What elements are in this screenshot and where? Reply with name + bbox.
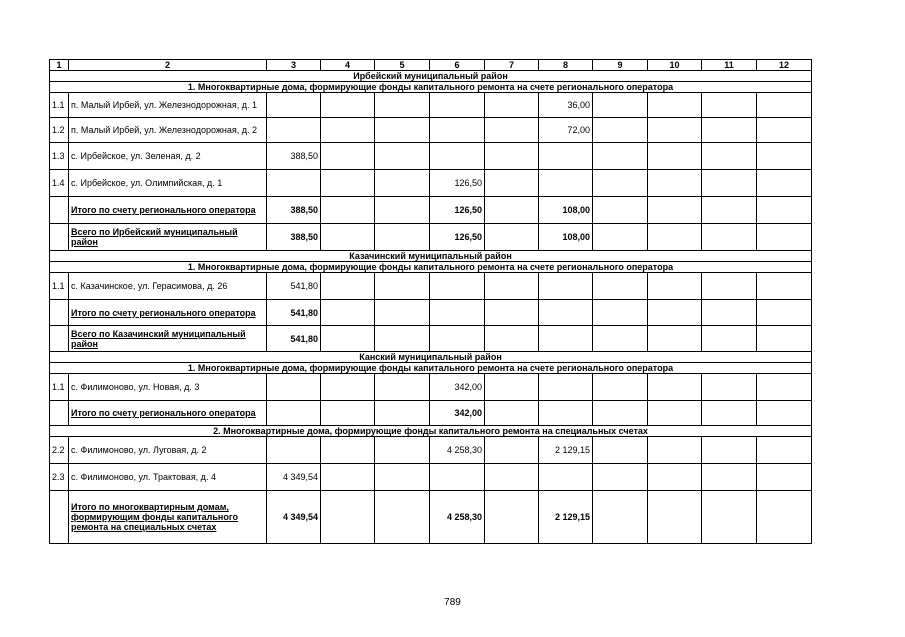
col-header: 5: [375, 60, 430, 71]
value-col3: 541,80: [267, 326, 321, 352]
address: с. Филимоново, ул. Трактовая, д. 4: [69, 464, 267, 491]
row-index: 1.1: [50, 93, 69, 118]
table-row: [50, 273, 812, 300]
row-index: 1.4: [50, 170, 69, 197]
value-col3: 388,50: [267, 143, 321, 170]
value-col6: 4 258,30: [430, 491, 485, 544]
register-table: [49, 59, 812, 544]
row-index: 1.2: [50, 118, 69, 143]
table-row: [50, 374, 812, 401]
col-header: 1: [50, 60, 69, 71]
address: с. Ирбейское, ул. Олимпийская, д. 1: [69, 170, 267, 197]
col-header: 10: [648, 60, 702, 71]
table-row: [50, 118, 812, 143]
value-col3: 541,80: [267, 300, 321, 326]
value-col8: 72,00: [539, 118, 593, 143]
address: п. Малый Ирбей, ул. Железнодорожная, д. 1: [69, 93, 267, 118]
district-title: Канский муниципальный район: [50, 352, 812, 363]
col-header: 4: [321, 60, 375, 71]
grand-total-row: [50, 326, 812, 352]
value-col3: 541,80: [267, 273, 321, 300]
total-label: Итого по счету регионального оператора: [69, 401, 267, 426]
value-col6: 342,00: [430, 374, 485, 401]
grand-total-row: [50, 224, 812, 251]
value-col8: 36,00: [539, 93, 593, 118]
col-header: 6: [430, 60, 485, 71]
table-row: [50, 170, 812, 197]
value-col6: 4 258,30: [430, 437, 485, 464]
value-col8: 108,00: [539, 197, 593, 224]
value-col6: 126,50: [430, 224, 485, 251]
table-row: [50, 464, 812, 491]
col-header: 12: [757, 60, 812, 71]
value-col8: 2 129,15: [539, 491, 593, 544]
total-row: [50, 197, 812, 224]
total-row: [50, 300, 812, 326]
value-col3: 388,50: [267, 197, 321, 224]
total-label: Итого по счету регионального оператора: [69, 300, 267, 326]
subsection-title: 1. Многоквартирные дома, формирующие фонды капитального ремонта на счете регионального оператора: [50, 82, 812, 93]
total-label: Итого по многоквартирным домам, формирующим фонды капитального ремонта на специальных счетах: [69, 491, 267, 544]
value-col8: 2 129,15: [539, 437, 593, 464]
value-col3: 4 349,54: [267, 464, 321, 491]
row-index: 1.3: [50, 143, 69, 170]
value-col6: 126,50: [430, 197, 485, 224]
col-header: 7: [485, 60, 539, 71]
address: с. Ирбейское, ул. Зеленая, д. 2: [69, 143, 267, 170]
page-number: 789: [444, 597, 461, 608]
col-header: 9: [593, 60, 648, 71]
total-label: Всего по Ирбейский муниципальный район: [69, 224, 267, 251]
address: с. Филимоново, ул. Луговая, д. 2: [69, 437, 267, 464]
address: с. Казачинское, ул. Герасимова, д. 26: [69, 273, 267, 300]
row-index: 2.3: [50, 464, 69, 491]
district-title: Казачинский муниципальный район: [50, 251, 812, 262]
district-title: Ирбейский муниципальный район: [50, 71, 812, 82]
col-header: 11: [702, 60, 757, 71]
value-col3: 4 349,54: [267, 491, 321, 544]
column-header-row: [50, 60, 812, 71]
address: п. Малый Ирбей, ул. Железнодорожная, д. 2: [69, 118, 267, 143]
subsection-title: 2. Многоквартирные дома, формирующие фонды капитального ремонта на специальных счетах: [50, 426, 812, 437]
total-row: [50, 401, 812, 426]
total-label: Всего по Казачинский муниципальный район: [69, 326, 267, 352]
row-index: 1.1: [50, 273, 69, 300]
total-label: Итого по счету регионального оператора: [69, 197, 267, 224]
table-row: [50, 143, 812, 170]
row-index: 1.1: [50, 374, 69, 401]
col-header: 3: [267, 60, 321, 71]
value-col3: 388,50: [267, 224, 321, 251]
address: с. Филимоново, ул. Новая, д. 3: [69, 374, 267, 401]
col-header: 8: [539, 60, 593, 71]
value-col6: 342,00: [430, 401, 485, 426]
subsection-title: 1. Многоквартирные дома, формирующие фонды капитального ремонта на счете регионального оператора: [50, 363, 812, 374]
table-row: [50, 93, 812, 118]
value-col6: 126,50: [430, 170, 485, 197]
table-row: [50, 437, 812, 464]
total-row: [50, 491, 812, 544]
subsection-title: 1. Многоквартирные дома, формирующие фонды капитального ремонта на счете регионального оператора: [50, 262, 812, 273]
col-header: 2: [69, 60, 267, 71]
value-col8: 108,00: [539, 224, 593, 251]
row-index: 2.2: [50, 437, 69, 464]
